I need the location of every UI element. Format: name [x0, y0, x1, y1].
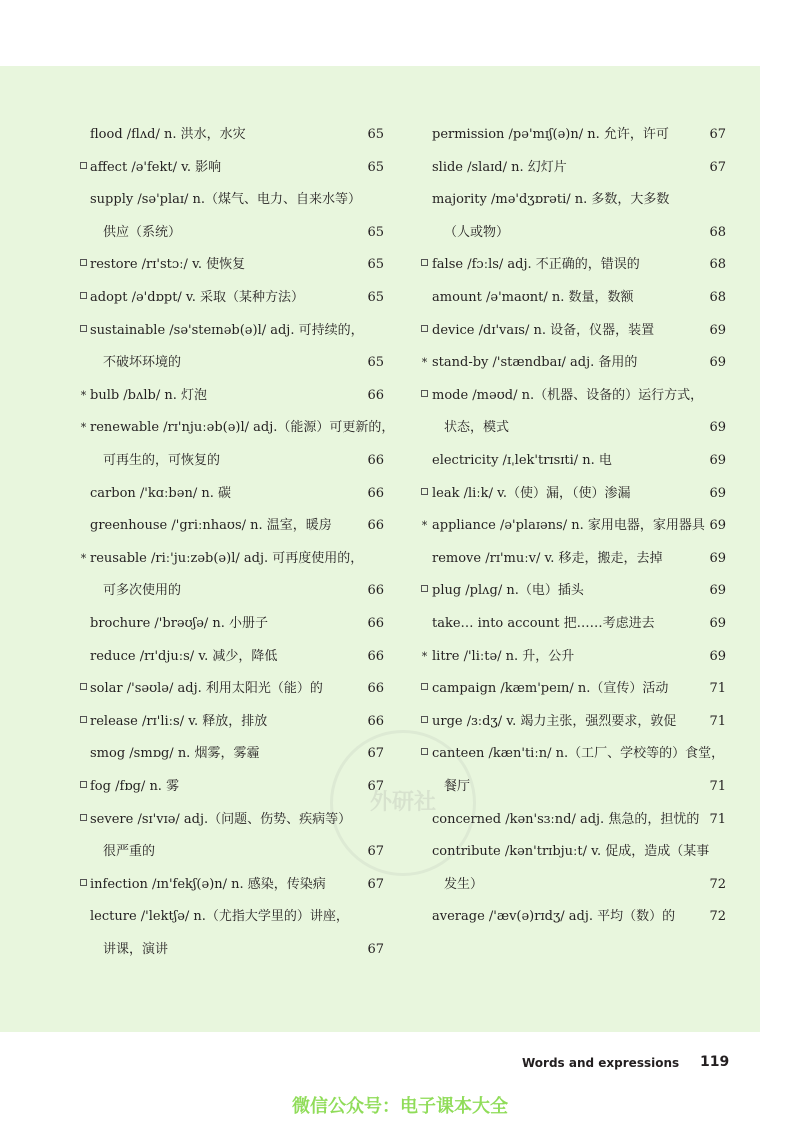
entry-page: 67 [367, 942, 384, 957]
entry-text: stand-by /'stændbaɪ/ adj. 备用的 [432, 355, 638, 371]
entry-text: litre /'liːtə/ n. 升，公升 [432, 648, 575, 664]
entry-page: 69 [709, 453, 726, 468]
entry-text: canteen /kæn'tiːn/ n.（工厂、学校等的）食堂， [432, 746, 725, 762]
page-number: 119 [700, 1054, 730, 1070]
vocab-entry [0, 217, 384, 249]
entry-page: 69 [709, 322, 726, 338]
vocab-entry [418, 249, 726, 281]
entry-text: infection /ɪn'fekʃ(ə)n/ n. 感染，传染病 [90, 876, 326, 892]
square-marker-icon [80, 804, 87, 836]
vocab-entry [0, 119, 384, 151]
vocab-entry [418, 575, 726, 607]
entry-text: appliance /ə'plaɪəns/ n. 家用电器，家用器具 [432, 518, 705, 534]
vocab-entry [418, 119, 726, 151]
vocab-entry [0, 152, 384, 184]
square-marker-icon [80, 706, 87, 738]
square-marker-icon [421, 575, 428, 607]
entry-text: take… into account 把……考虑进去 [432, 616, 655, 631]
entry-text: 发生） [444, 876, 484, 892]
entry-page: 67 [367, 779, 384, 794]
square-marker-icon [80, 152, 87, 184]
entry-page: 65 [367, 290, 384, 305]
entry-text: concerned /kən'sɜːnd/ adj. 焦急的，担忧的 [432, 811, 700, 827]
entry-text: severe /sɪ'vɪə/ adj.（问题、伤势、疾病等） [90, 811, 352, 827]
entry-text: false /fɔːls/ adj. 不正确的，错误的 [432, 257, 640, 273]
entry-text: plug /plʌg/ n.（电）插头 [432, 583, 584, 599]
vocab-entry [0, 836, 384, 868]
entry-text: release /rɪ'liːs/ v. 释放，排放 [90, 713, 268, 729]
vocabulary-panel [0, 66, 760, 1032]
entry-text: restore /rɪ'stɔː/ v. 使恢复 [90, 257, 246, 273]
entry-text: smog /smɒg/ n. 烟雾，雾霾 [90, 746, 260, 762]
entry-page: 66 [367, 518, 384, 534]
vocab-entry [418, 412, 726, 444]
square-marker-icon [80, 771, 87, 803]
vocab-entry [418, 901, 726, 933]
entry-text: device /dɪ'vaɪs/ n. 设备，仪器，装置 [432, 322, 655, 338]
square-marker-icon [80, 315, 87, 347]
entry-page: 65 [367, 127, 384, 142]
vocab-entry [0, 869, 384, 901]
vocab-entry [0, 901, 384, 933]
vocab-entry [0, 478, 384, 510]
vocab-entry [0, 608, 384, 640]
entry-text: 不破坏环境的 [103, 355, 182, 371]
entry-text: carbon /'kɑːbən/ n. 碳 [90, 485, 231, 501]
entry-page: 68 [709, 224, 726, 240]
square-marker-icon [421, 673, 428, 705]
square-marker-icon [80, 249, 87, 281]
entry-text: brochure /'brəʊʃə/ n. 小册子 [90, 616, 269, 631]
entry-page: 67 [367, 844, 384, 860]
entry-text: reduce /rɪ'djuːs/ v. 减少，降低 [90, 648, 278, 664]
vocab-entry [418, 315, 726, 347]
star-marker-icon [80, 380, 87, 413]
vocab-entry [0, 249, 384, 281]
star-marker-icon [80, 412, 87, 445]
vocab-entry [0, 282, 384, 314]
entry-text: greenhouse /'griːnhaʊs/ n. 温室，暖房 [90, 518, 332, 534]
vocab-entry [0, 641, 384, 673]
entry-page: 66 [367, 616, 384, 631]
entry-page: 71 [709, 811, 726, 827]
vocab-entry [418, 380, 726, 412]
entry-text: majority /mə'dʒɒrəti/ n. 多数，大多数 [432, 192, 670, 208]
entry-page: 66 [367, 681, 384, 697]
entry-page: 69 [709, 583, 726, 599]
entry-page: 71 [709, 779, 726, 794]
square-marker-icon [80, 282, 87, 314]
entry-text: 讲课，演讲 [103, 942, 169, 957]
entry-page: 66 [367, 713, 384, 729]
square-marker-icon [80, 869, 87, 901]
entry-text: 可再生的，可恢复的 [103, 453, 221, 468]
entry-text: 可多次使用的 [103, 583, 182, 599]
entry-page: 69 [709, 485, 726, 501]
vocab-entry [0, 380, 384, 412]
entry-text: amount /ə'maʊnt/ n. 数量，数额 [432, 290, 634, 305]
entry-page: 66 [367, 485, 384, 501]
entry-text: slide /slaɪd/ n. 幻灯片 [432, 159, 567, 175]
entry-page: 67 [367, 746, 384, 762]
entry-text: average /'æv(ə)rɪdʒ/ adj. 平均（数）的 [432, 909, 676, 925]
vocab-entry [418, 641, 726, 673]
entry-text: 供应（系统） [103, 224, 182, 240]
vocab-entry [0, 771, 384, 803]
vocab-entry [0, 738, 384, 770]
square-marker-icon [421, 249, 428, 281]
vocab-entry [0, 575, 384, 607]
entry-page: 67 [709, 127, 726, 142]
vocab-entry [418, 217, 726, 249]
entry-page: 67 [709, 159, 726, 175]
vocab-entry [418, 608, 726, 640]
vocab-entry [0, 543, 384, 575]
entry-page: 66 [367, 648, 384, 664]
entry-page: 69 [709, 648, 726, 664]
entry-page: 65 [367, 159, 384, 175]
entry-text: 餐厅 [444, 779, 471, 794]
vocab-entry [0, 347, 384, 379]
vocab-entry [418, 706, 726, 738]
entry-page: 67 [367, 876, 384, 892]
entry-page: 65 [367, 257, 384, 273]
vocab-entry [418, 543, 726, 575]
entry-page: 69 [709, 616, 726, 631]
vocab-entry [418, 478, 726, 510]
square-marker-icon [421, 380, 428, 412]
vocab-entry [0, 510, 384, 542]
wechat-caption: 微信公众号：电子课本大全 [292, 1096, 508, 1117]
vocab-entry [0, 673, 384, 705]
entry-text: renewable /rɪ'njuːəb(ə)l/ adj.（能源）可更新的， [90, 420, 395, 436]
vocab-entry [418, 282, 726, 314]
vocab-entry [418, 510, 726, 542]
entry-page: 68 [709, 290, 726, 305]
entry-page: 66 [367, 453, 384, 468]
entry-text: 状态，模式 [444, 420, 510, 436]
vocab-entry [0, 184, 384, 216]
entry-page: 69 [709, 518, 726, 534]
entry-text: mode /məʊd/ n.（机器、设备的）运行方式， [432, 387, 704, 403]
entry-text: fog /fɒg/ n. 雾 [90, 779, 180, 794]
star-marker-icon [421, 347, 428, 380]
star-marker-icon [421, 510, 428, 543]
entry-text: reusable /riː'juːzəb(ə)l/ adj. 可再度使用的， [90, 550, 364, 566]
star-marker-icon [421, 641, 428, 674]
vocab-entry [0, 315, 384, 347]
entry-page: 69 [709, 355, 726, 371]
vocab-entry [418, 152, 726, 184]
entry-page: 65 [367, 355, 384, 371]
entry-text: urge /ɜːdʒ/ v. 竭力主张，强烈要求，敦促 [432, 713, 677, 729]
entry-text: flood /flʌd/ n. 洪水，水灾 [90, 127, 246, 142]
entry-page: 71 [709, 681, 726, 697]
entry-text: permission /pə'mɪʃ(ə)n/ n. 允许，许可 [432, 127, 669, 142]
entry-text: contribute /kən'trɪbjuːt/ v. 促成，造成（某事 [432, 844, 710, 860]
square-marker-icon [421, 478, 428, 510]
vocab-entry [418, 347, 726, 379]
entry-text: leak /liːk/ v.（使）漏，（使）渗漏 [432, 485, 631, 501]
entry-page: 69 [709, 550, 726, 566]
vocab-entry [418, 184, 726, 216]
entry-text: solar /'səʊlə/ adj. 利用太阳光（能）的 [90, 681, 323, 697]
section-label: Words and expressions [522, 1056, 680, 1070]
vocab-entry [0, 934, 384, 966]
entry-text: adopt /ə'dɒpt/ v. 采取（某种方法） [90, 290, 304, 305]
entry-page: 66 [367, 583, 384, 599]
star-marker-icon [80, 543, 87, 576]
entry-text: sustainable /sə'steɪnəb(ə)l/ adj. 可持续的， [90, 322, 364, 338]
publisher-seal-watermark: 外研社 [330, 730, 476, 876]
vocab-entry [418, 673, 726, 705]
vocab-entry [418, 869, 726, 901]
entry-text: affect /ə'fekt/ v. 影响 [90, 159, 222, 175]
square-marker-icon [421, 315, 428, 347]
entry-text: （人或物） [444, 224, 510, 240]
vocab-entry [0, 706, 384, 738]
entry-page: 68 [709, 257, 726, 273]
vocab-entry [0, 412, 395, 444]
entry-page: 71 [709, 713, 726, 729]
square-marker-icon [80, 673, 87, 705]
entry-text: electricity /ɪˌlek'trɪsɪti/ n. 电 [432, 453, 612, 468]
entry-text: supply /sə'plaɪ/ n.（煤气、电力、自来水等） [90, 192, 362, 208]
entry-text: bulb /bʌlb/ n. 灯泡 [90, 387, 207, 403]
vocab-entry [418, 445, 726, 477]
entry-text: campaign /kæm'peɪn/ n.（宣传）活动 [432, 681, 669, 697]
entry-text: remove /rɪ'muːv/ v. 移走，搬走，去掉 [432, 550, 663, 566]
entry-page: 66 [367, 387, 384, 403]
entry-page: 69 [709, 420, 726, 436]
entry-page: 72 [709, 876, 726, 892]
vocab-entry [0, 804, 384, 836]
entry-page: 72 [709, 909, 726, 925]
entry-text: 很严重的 [103, 844, 156, 860]
entry-text: lecture /'lektʃə/ n.（尤指大学里的）讲座， [90, 909, 349, 925]
vocab-entry [0, 445, 384, 477]
entry-page: 65 [367, 224, 384, 240]
